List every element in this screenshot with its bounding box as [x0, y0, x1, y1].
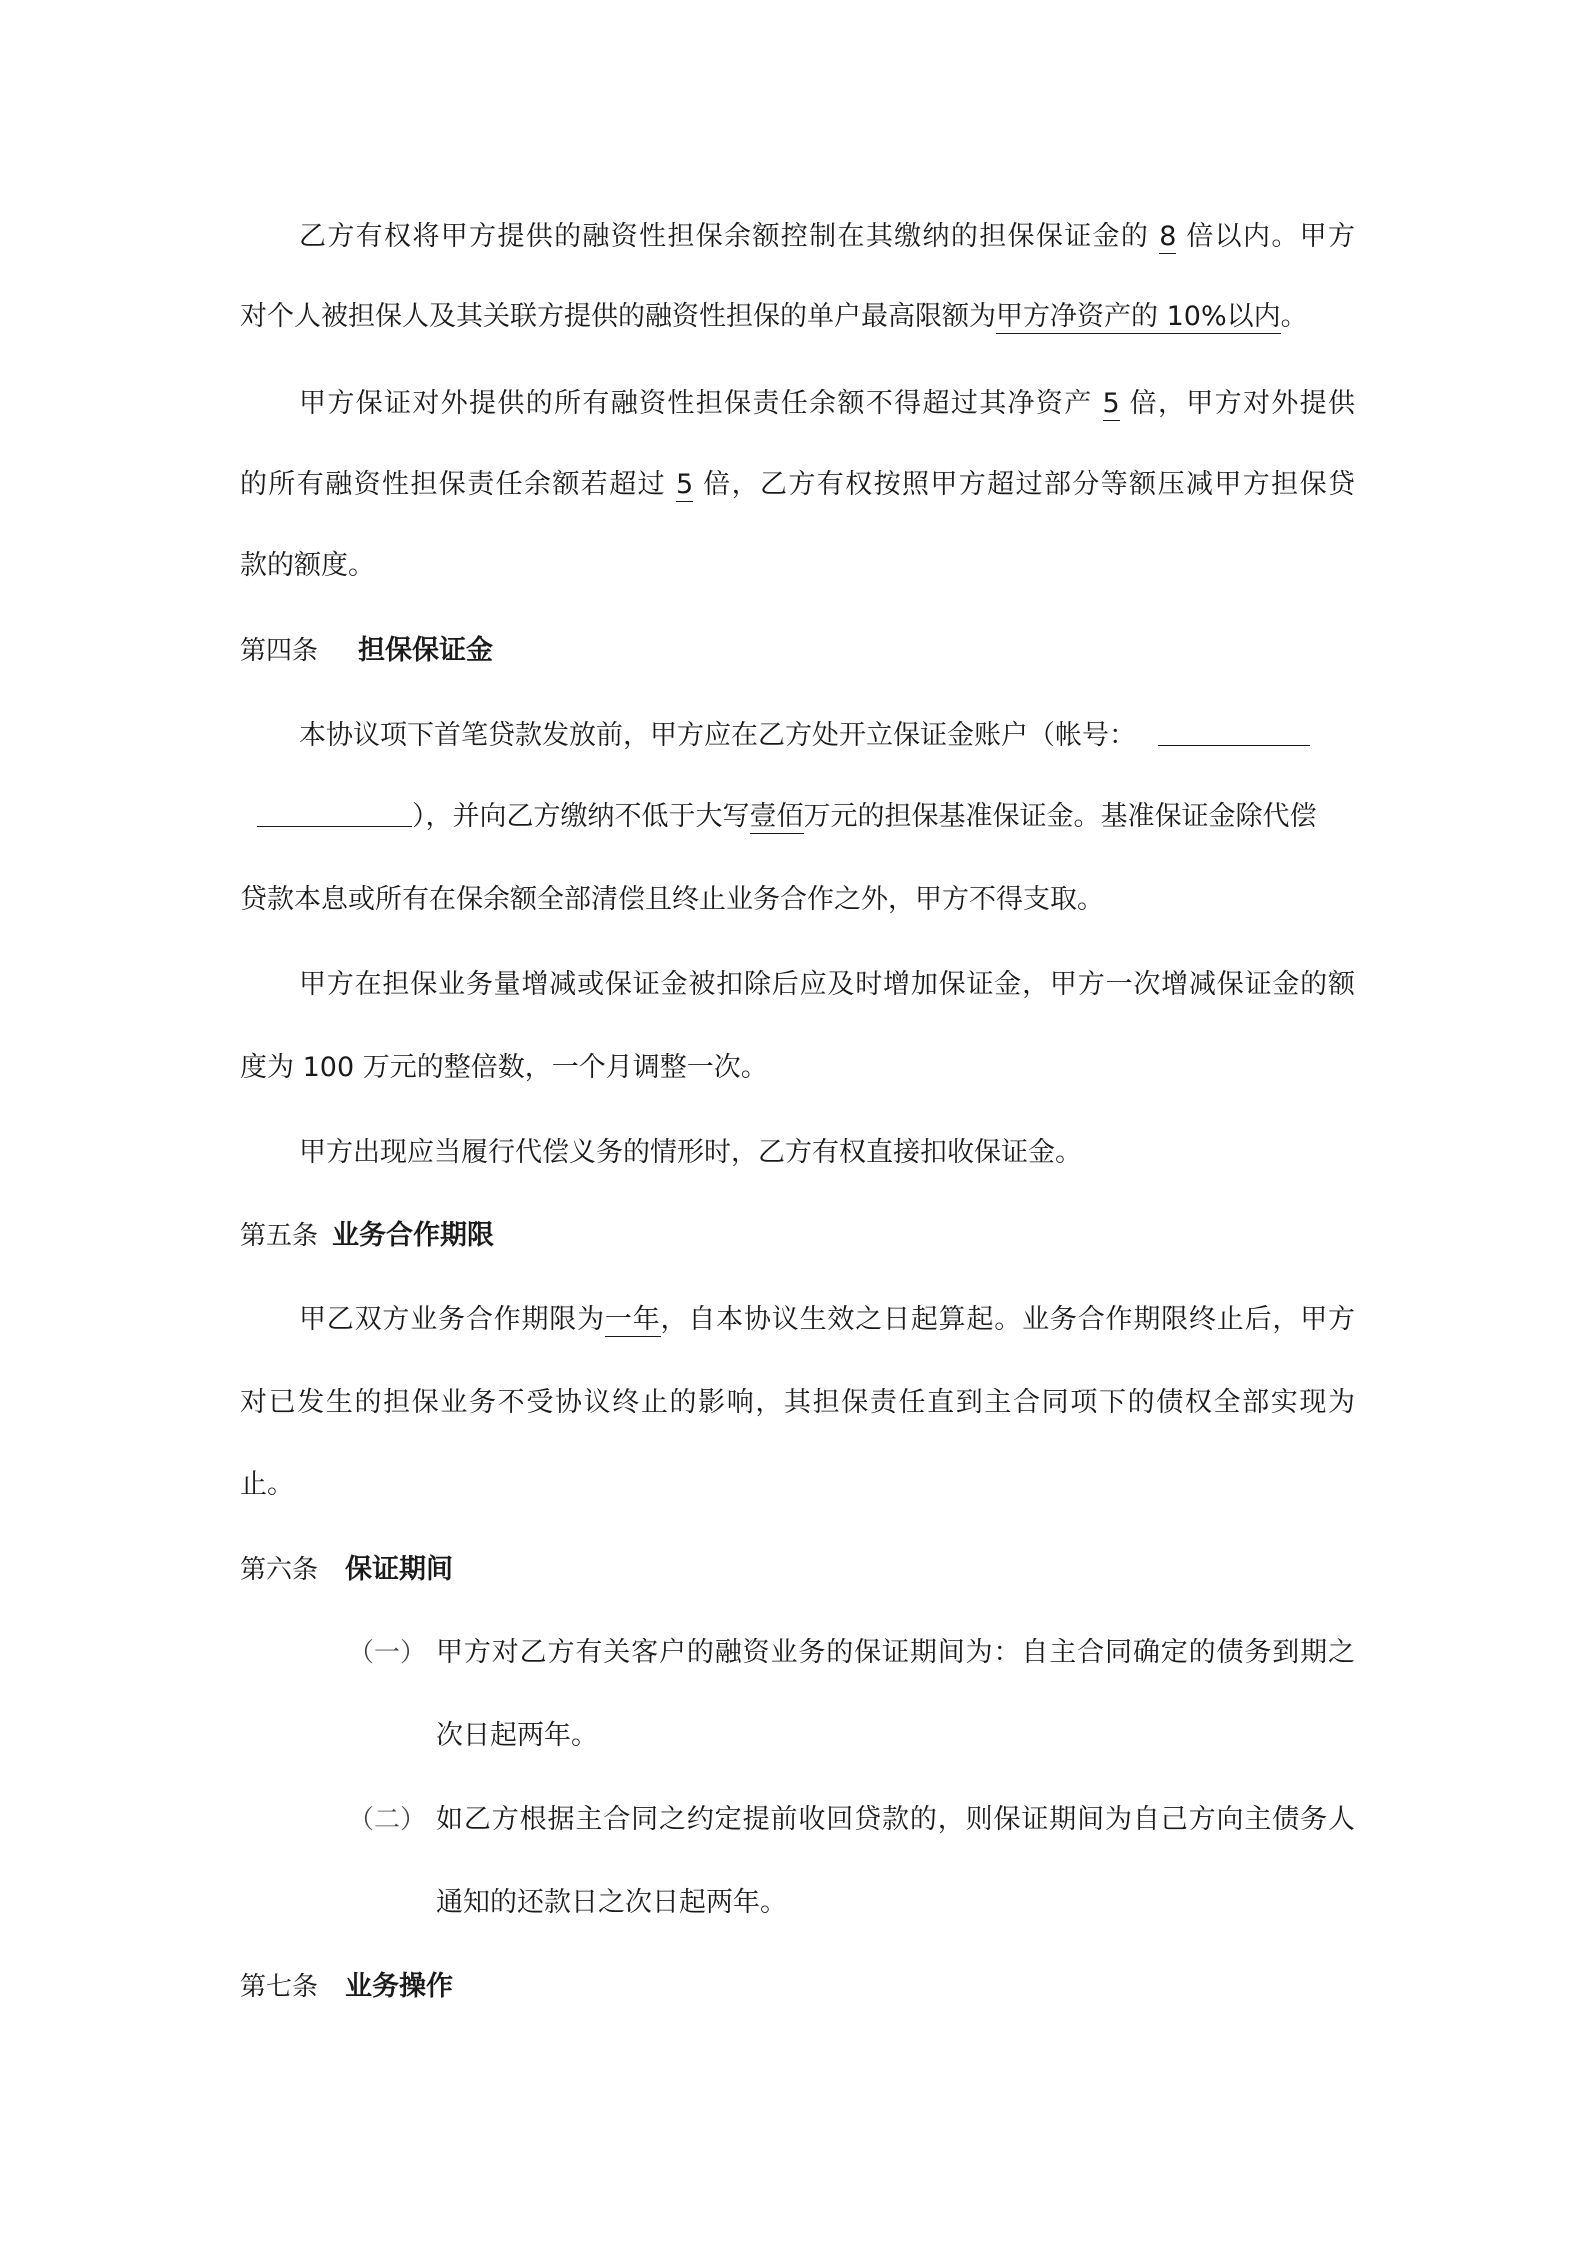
text: 甲乙双方业务合作期限为 [299, 1304, 605, 1335]
text: 的所有融资性担保责任余额若超过 [240, 469, 667, 500]
sub-clause-label: （一） [348, 1638, 427, 1668]
text: 对个人被担保人及其关联方提供的融资性担保的单户最高限额为 [240, 301, 996, 332]
paragraph-line [240, 797, 1355, 837]
article-heading [240, 1216, 1355, 1256]
sub-clause-label: （二） [348, 1805, 427, 1835]
underlined-number: 5 [676, 469, 694, 500]
underlined-number: 5 [1102, 388, 1120, 419]
account-number-blank-continued [257, 798, 412, 827]
text: 倍，乙方有权按照甲方超过部分等额压减甲方担保贷 [703, 469, 1355, 500]
paragraph-line [240, 297, 1355, 337]
underlined-number: 8 [1159, 221, 1177, 252]
text: 。 [1280, 301, 1308, 332]
article-number: 第四条 [240, 636, 319, 666]
sub-clause-line: 如乙方根据主合同之约定提前收回贷款的，则保证期间为自己方向主债务人 [436, 1804, 1355, 1835]
text: 本协议项下首笔贷款发放前，甲方应在乙方处开立保证金账户（帐号： [299, 720, 1136, 751]
paragraph-line [299, 1300, 1355, 1340]
sub-clause-line: 通知的还款日之次日起两年。 [436, 1887, 787, 1918]
paragraph-line: 甲方在担保业务量增减或保证金被扣除后应及时增加保证金，甲方一次增减保证金的额 [299, 969, 1355, 1000]
article-heading [240, 631, 1355, 671]
article-title: 保证期间 [345, 1554, 454, 1585]
text: 乙方有权将甲方提供的融资性担保余额控制在其缴纳的担保保证金的 [299, 221, 1150, 252]
paragraph-line: 甲方出现应当履行代偿义务的情形时，乙方有权直接扣收保证金。 [299, 1137, 1082, 1168]
paragraph-line [299, 217, 1355, 257]
article-title: 担保保证金 [358, 635, 494, 666]
text: ，自本协议生效之日起算起。业务合作期限终止后，甲方 [660, 1304, 1356, 1335]
paragraph-line: 贷款本息或所有在保余额全部清偿且终止业务合作之外，甲方不得支取。 [240, 884, 1104, 915]
paragraph-line [240, 465, 1355, 505]
article-heading [240, 1967, 1355, 2007]
article-heading [240, 1550, 1355, 1590]
paragraph-line: 度为 100 万元的整倍数，一个月调整一次。 [240, 1052, 768, 1083]
underlined-limit: 甲方净资产的 10%以内 [996, 301, 1281, 332]
text: 倍以内。甲方 [1186, 221, 1356, 252]
article-title: 业务操作 [345, 1971, 454, 2002]
article-number: 第五条 [240, 1221, 319, 1251]
underlined-term: 一年 [604, 1304, 661, 1335]
paragraph-line [299, 716, 1355, 756]
text: 甲方保证对外提供的所有融资性担保责任余额不得超过其净资产 [299, 388, 1093, 419]
account-number-blank [1158, 717, 1310, 746]
paragraph-line: 对已发生的担保业务不受协议终止的影响，其担保责任直到主合同项下的债权全部实现为 [240, 1387, 1355, 1418]
sub-clause-line: 甲方对乙方有关客户的融资业务的保证期间为：自主合同确定的债务到期之 [436, 1637, 1355, 1668]
article-title: 业务合作期限 [332, 1220, 495, 1251]
sub-clause-line: 次日起两年。 [436, 1720, 598, 1751]
article-number: 第七条 [240, 1972, 319, 2002]
text: ），并向乙方缴纳不低于大写 [412, 801, 750, 832]
underlined-amount: 壹佰 [749, 801, 804, 832]
article-number: 第六条 [240, 1555, 319, 1585]
text: 万元的担保基准保证金。基准保证金除代偿 [803, 801, 1317, 832]
paragraph-line [299, 384, 1355, 424]
text: 倍，甲方对外提供 [1129, 388, 1356, 419]
paragraph-line: 止。 [240, 1469, 294, 1500]
paragraph-line: 款的额度。 [240, 550, 375, 581]
